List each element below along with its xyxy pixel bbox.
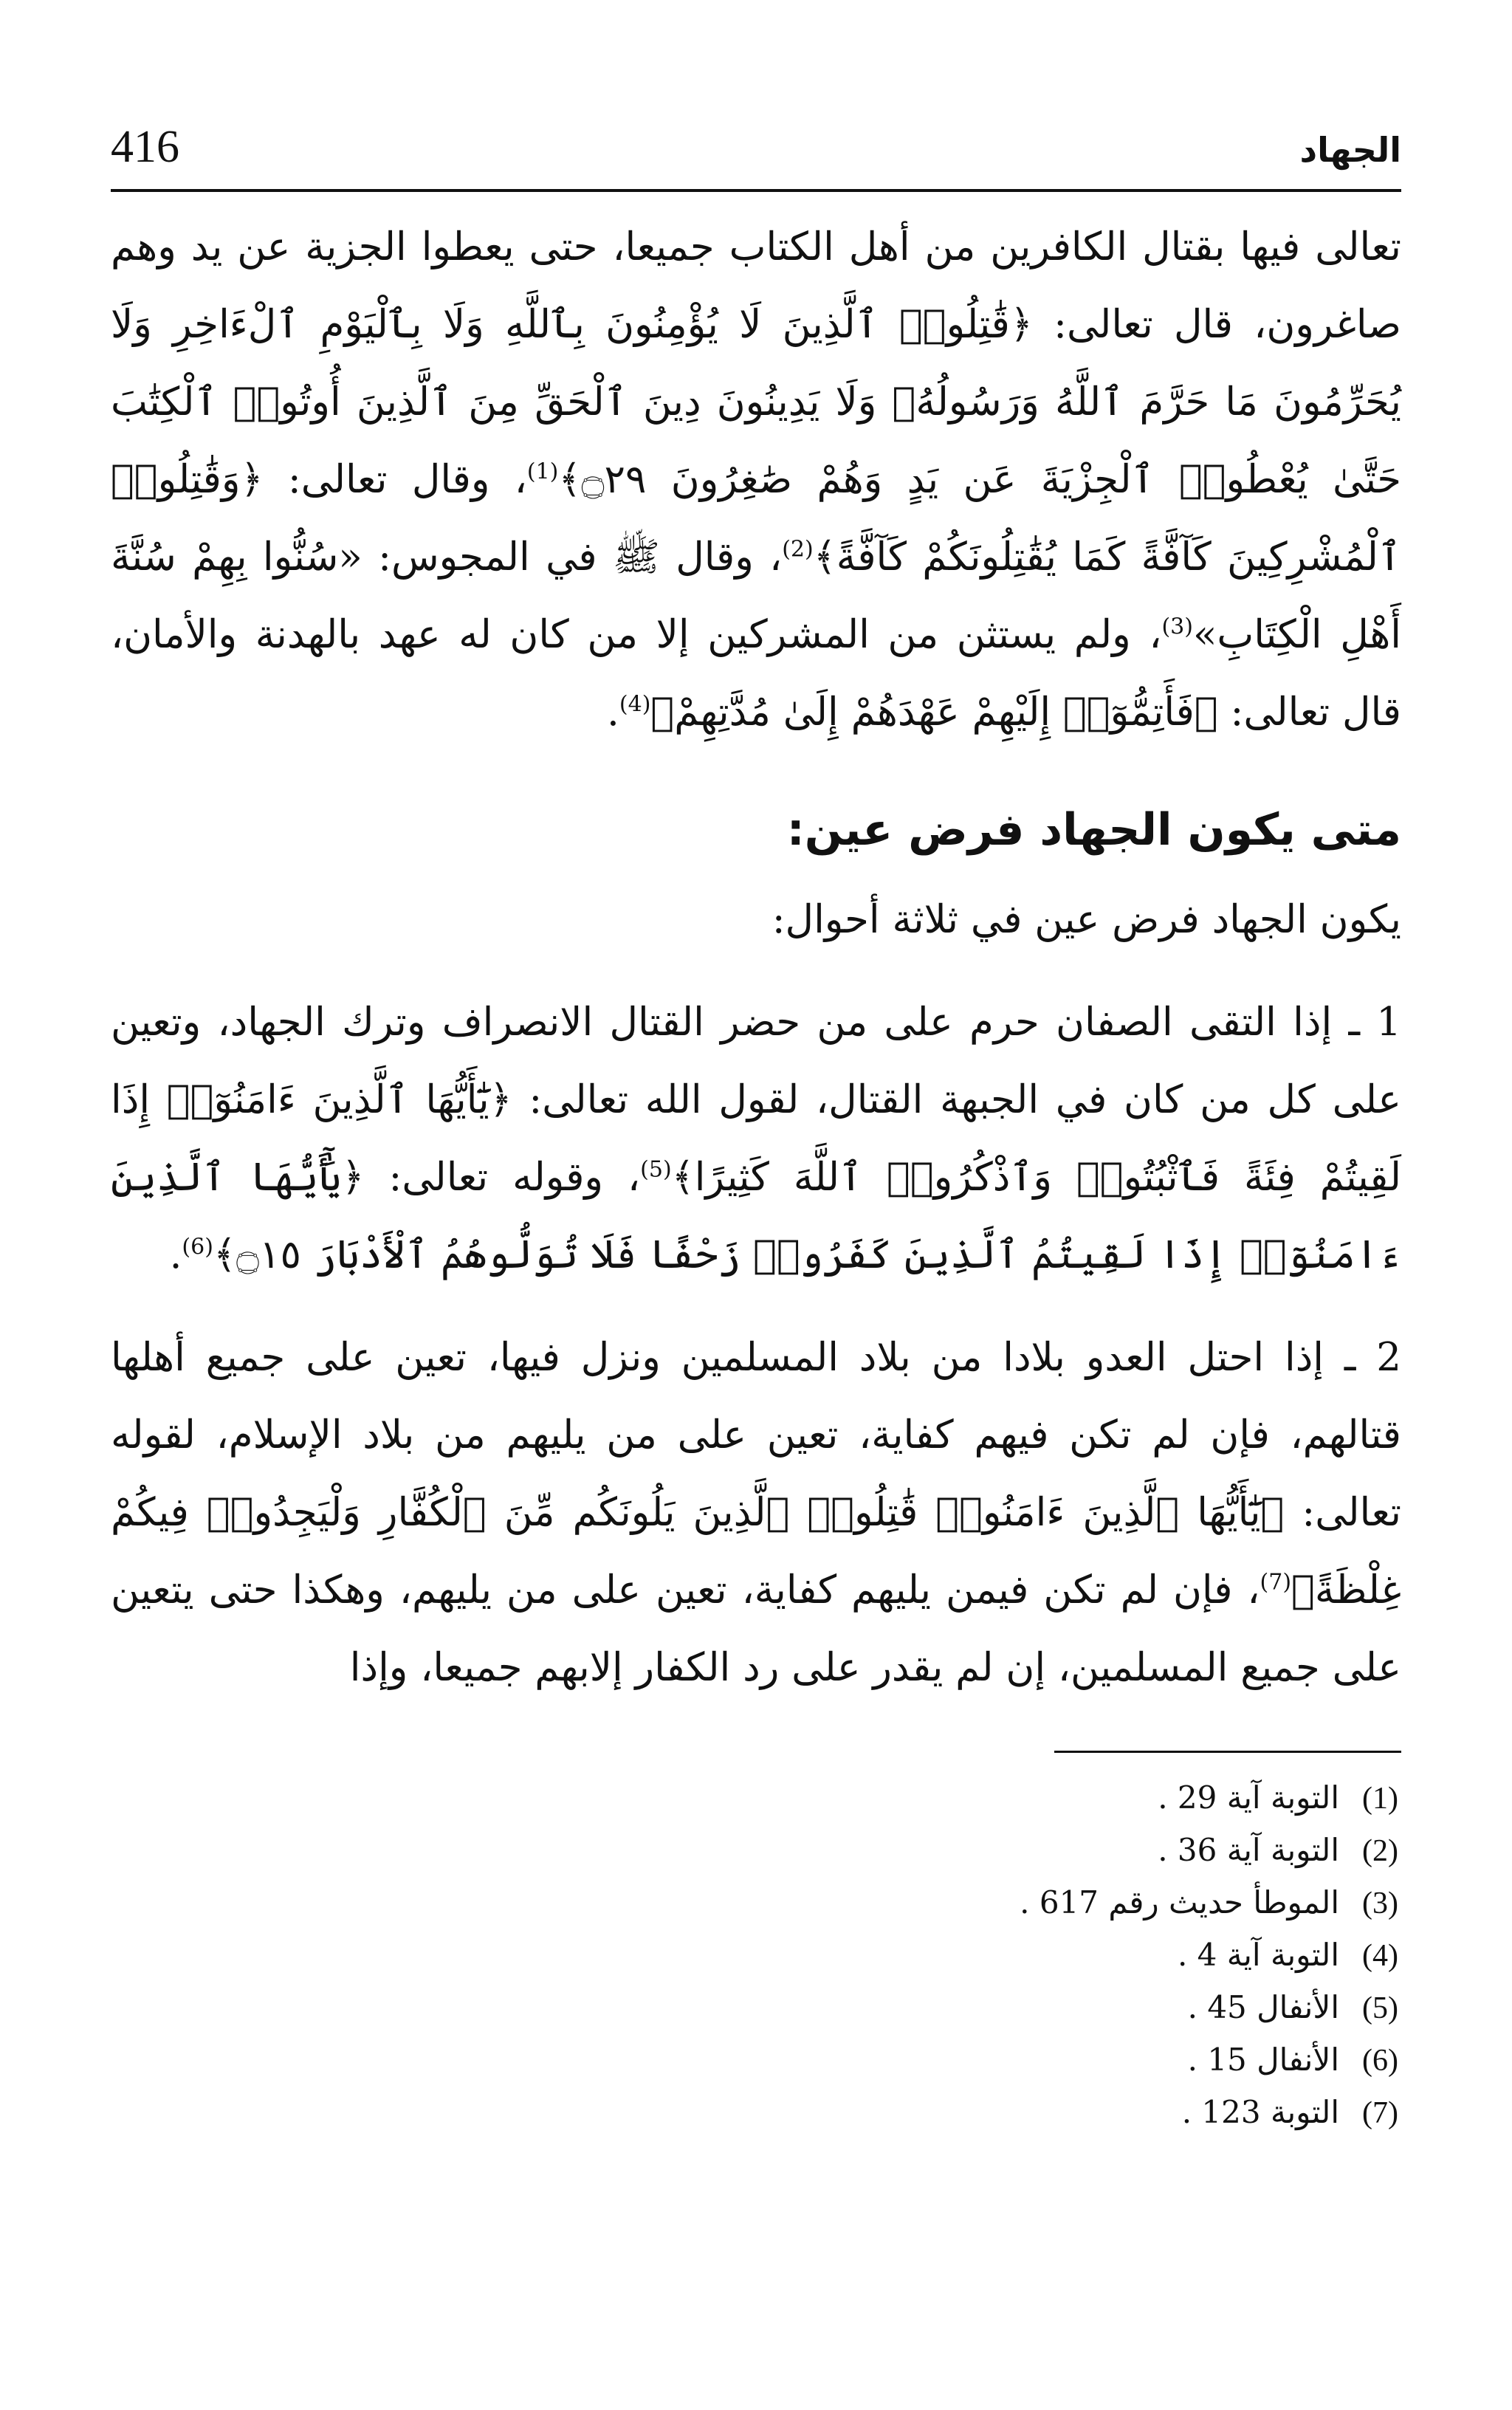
footnote-ref-1: (1) [526,459,559,485]
page-number: 416 [111,122,179,172]
footnote-item [111,1772,1401,1824]
footnote-ref-3: (3) [1161,614,1193,640]
quran-quote-tawbah-123: ﴿يَٰٓأَيُّهَا ٱلَّذِينَ ءَامَنُوا۟ قَٰتِلُوا۟ ٱلَّذِينَ يَلُونَكُم مِّنَ ٱلْكُفَّارِ وَلْيَجِدُوا۟ فِيكُمْ غِلْظَةً﴾ [111,1490,1401,1613]
footnote-number: (6) [1362,2044,1398,2078]
footnote-number: (7) [1362,2096,1398,2130]
footnote-item [111,1982,1401,2034]
footnote-text: الأنفال 15 . [1187,2042,1339,2078]
footnote-text: الأنفال 45 . [1187,1989,1339,2025]
footnote-ref-2: (2) [782,536,814,563]
intro-text-5: . [607,690,619,735]
footnote-number: (3) [1362,1887,1398,1920]
intro-text-2: ، وقال تعالى: [263,457,527,502]
quran-quote-tawbah-36: ﴿وَقَٰتِلُوا۟ ٱلْمُشْرِكِينَ كَآفَّةً كَمَا يُقَٰتِلُونَكُمْ كَآفَّةً﴾ [111,457,1401,580]
footnote-ref-4: (4) [619,691,651,718]
footnote-item [111,2034,1401,2087]
item1-text-3: . [169,1232,182,1277]
footnote-ref-7: (7) [1260,1569,1292,1596]
footnote-number: (4) [1362,1939,1398,1973]
footnote-item [111,2087,1401,2139]
intro-text-4: ، ولم يستثن من المشركين إلا من كان له عهد بالهدنة والأمان، قال تعالى: [111,612,1401,735]
section-intro: يكون الجهاد فرض عين في ثلاثة أحوال: [772,897,1401,942]
footnotes-list [111,1772,1401,2139]
quran-quote-tawbah-4: ﴿فَأَتِمُّوٓا۟ إِلَيْهِمْ عَهْدَهُمْ إِلَىٰ مُدَّتِهِمْ﴾ [650,690,1218,735]
footnote-number: (2) [1362,1834,1398,1868]
footnote-ref-6: (6) [182,1234,213,1260]
running-title: الجهاد [1299,130,1401,170]
item2-text-2: ، فإن لم تكن فيمن يليهم كفاية، تعين على من يليهم، وهكذا حتى يتعين على جميع المسلمين، إن لم يقدر على رد الكفار إلابهم جميعا، وإذا [111,1568,1401,1690]
footnote-separator [1054,1751,1401,1753]
intro-paragraph [111,208,1401,751]
footnote-text: التوبة آية 4 . [1177,1937,1339,1973]
footnote-item [111,1877,1401,1929]
item1-text-2: ، وقوله تعالى: [364,1155,641,1200]
footnote-item [111,1824,1401,1877]
footnote-number: (5) [1362,1991,1398,2025]
footnote-text: التوبة آية 36 . [1158,1832,1339,1868]
intro-text-3: ، وقال ﷺ في المجوس: «سُنُّوا بِهِمْ سُنَّةَ أَهْلِ الْكِتَابِ» [111,535,1402,657]
intro-text-1: تعالى فيها بقتال الكافرين من أهل الكتاب جميعا، حتى يعطوا الجزية عن يد وهم صاغرون، قال تعالى: [111,224,1401,347]
item2-text-1: 2 ـ إذا احتل العدو بلادا من بلاد المسلمين ونزل فيها، تعين على جميع أهلها قتالهم، فإن لم تكن فيهم كفاية، تعين على من يليهم من بلاد الإسلام، لقوله تعالى: [111,1335,1401,1535]
footnote-ref-5: (5) [640,1156,672,1183]
footnote-text: التوبة آية 29 . [1158,1779,1339,1816]
quran-quote-tawbah-29: ﴿قَٰتِلُوا۟ ٱلَّذِينَ لَا يُؤْمِنُونَ بِٱللَّهِ وَلَا بِٱلْيَوْمِ ٱلْءَاخِرِ وَلَا يُحَرِّمُونَ مَا حَرَّمَ ٱللَّهُ وَرَسُولُهُۥ وَلَا يَدِينُونَ دِينَ ٱلْحَقِّ مِنَ ٱلَّذِينَ أُوتُوا۟ ٱلْكِتَٰبَ حَتَّىٰ يُعْطُوا۟ ٱلْجِزْيَةَ عَن يَدٍ وَهُمْ صَٰغِرُونَ ۝٢٩﴾ [111,302,1401,502]
quran-quote-anfal-45: ﴿يَٰٓأَيُّهَا ٱلَّذِينَ ءَامَنُوٓا۟ إِذَا لَقِيتُمْ فِئَةً فَٱثْبُتُوا۟ وَٱذْكُرُوا۟ ٱللَّهَ كَثِيرًا﴾ [111,1077,1401,1200]
item1-text-1: 1 ـ إذا التقى الصفان حرم على من حضر القتال الانصراف وترك الجهاد، وتعين على كل من كان في الجبهة القتال، لقول الله تعالى: [111,1000,1401,1122]
footnote-text: التوبة 123 . [1181,2094,1339,2130]
page-header [111,103,1401,192]
footnote-number: (1) [1362,1782,1398,1816]
condition-item-1 [111,983,1401,1294]
condition-item-2 [111,1319,1401,1706]
footnote-text: الموطأ حديث رقم 617 . [1020,1884,1339,1920]
quran-quote-anfal-15: ﴿يَٰٓأَيُّهَا ٱلَّذِينَ ءَامَنُوٓا۟ إِذَا لَقِيتُمُ ٱلَّذِينَ كَفَرُوا۟ زَحْفًا فَلَا تُوَلُّوهُمُ ٱلْأَدْبَارَ ۝١٥﴾ [111,1155,1401,1277]
footnote-item [111,1929,1401,1982]
section-heading: متى يكون الجهاد فرض عين: [786,804,1401,856]
